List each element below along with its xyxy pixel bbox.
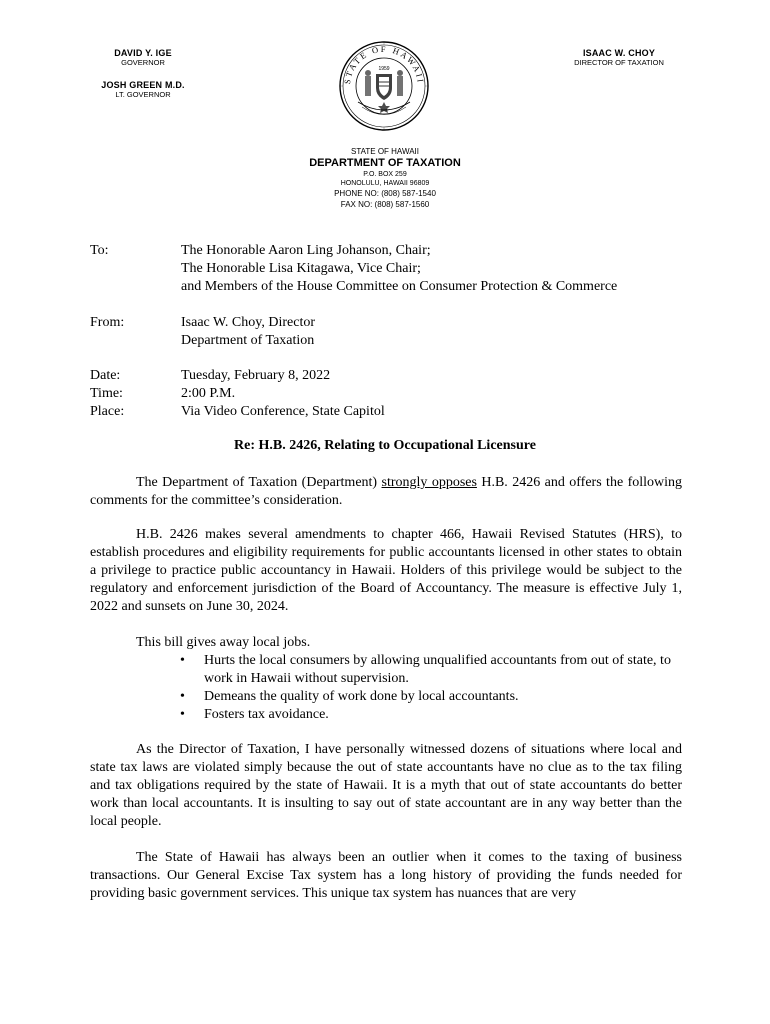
to-label: To:	[90, 243, 109, 258]
lt-governor-block	[88, 80, 198, 99]
date-value: Tuesday, February 8, 2022	[181, 368, 331, 383]
bullet-list	[180, 652, 680, 724]
department-address-block	[0, 146, 770, 210]
time-value: 2:00 P.M.	[181, 386, 236, 401]
from-label: From:	[90, 315, 125, 330]
governor-block	[88, 48, 198, 67]
bullet-icon: •	[180, 707, 185, 722]
place-label: Place:	[90, 404, 125, 419]
to-recipients	[181, 242, 617, 296]
to-line: The Honorable Aaron Ling Johanson, Chair;	[181, 243, 431, 258]
p5-text: The State of Hawaii has always been an outlier when it comes to the taxing of business transactions. Our General Excise Tax system has a long history of providing the funds needed for providing basic government services. This unique tax system has nuances that are very	[90, 850, 682, 901]
director-name: ISAAC W. CHOY	[582, 48, 656, 58]
state-seal-icon	[338, 40, 430, 132]
department-name: DEPARTMENT OF TAXATION	[309, 157, 461, 169]
from-sender	[181, 314, 315, 350]
bullet-text: Fosters tax avoidance.	[204, 707, 329, 722]
p1-text-end: H.B. 2426 and offers the following comments for the committee’s consideration.	[90, 475, 683, 508]
list-item	[180, 652, 680, 688]
paragraph-1	[90, 474, 682, 510]
time-label: Time:	[90, 386, 123, 401]
paragraph-5	[90, 849, 682, 903]
paragraph-3	[90, 634, 682, 652]
to-line: The Honorable Lisa Kitagawa, Vice Chair;	[181, 261, 421, 276]
to-line: and Members of the House Committee on Consumer Protection & Commerce	[181, 279, 618, 294]
list-item	[180, 706, 680, 724]
p1-underlined-text: strongly opposes	[381, 475, 477, 490]
governor-name: DAVID Y. IGE	[114, 48, 172, 58]
lt-governor-name: JOSH GREEN M.D.	[101, 80, 185, 90]
paragraph-4	[90, 741, 682, 831]
bullet-text: Demeans the quality of work done by local accountants.	[204, 689, 519, 704]
seal-text: STATE OF HAWAII	[341, 43, 427, 85]
city-zip: HONOLULU, HAWAII 96809	[340, 180, 430, 187]
bullet-icon: •	[180, 689, 185, 704]
phone-number: PHONE NO: (808) 587-1540	[334, 189, 436, 198]
p4-text: As the Director of Taxation, I have personally witnessed dozens of situations where local and state tax laws are violated simply because the out of state accountants have no clue as to the tax filing and tax obligations required by the state of Hawaii. It is a myth that out of state accountants do better work than local accountants. It is insulting to say out of state accountant are in any way better than the local people.	[90, 742, 682, 829]
from-line: Isaac W. Choy, Director	[181, 315, 315, 330]
list-item	[180, 688, 680, 706]
fax-number: FAX NO: (808) 587-1560	[340, 200, 430, 209]
p3-text: This bill gives away local jobs.	[136, 635, 311, 650]
from-line: Department of Taxation	[181, 333, 315, 348]
seal-year: 1959	[378, 66, 390, 72]
po-box: P.O. BOX 259	[363, 171, 407, 178]
subject-line: Re: H.B. 2426, Relating to Occupational Licensure	[234, 438, 536, 453]
state-name: STATE OF HAWAII	[351, 147, 419, 156]
date-label: Date:	[90, 368, 121, 383]
place-value: Via Video Conference, State Capitol	[181, 404, 385, 419]
lt-governor-title: LT. GOVERNOR	[115, 90, 171, 99]
director-title: DIRECTOR OF TAXATION	[574, 58, 664, 67]
governor-title: GOVERNOR	[121, 58, 165, 67]
bullet-text: Hurts the local consumers by allowing unqualified accountants from out of state, to work in Hawaii without supervision.	[204, 653, 671, 686]
director-block	[560, 48, 678, 67]
p1-text-start: The Department of Taxation (Department)	[136, 475, 382, 490]
paragraph-2	[90, 526, 682, 616]
p2-text: H.B. 2426 makes several amendments to chapter 466, Hawaii Revised Statutes (HRS), to establish procedures and eligibility requirements for public accountants licensed in other states to obtain a privilege to practice public accountancy in Hawaii. Holders of this privilege would be subject to the regulatory and enforcement jurisdiction of the Board of Accountancy. The measure is effective July 1, 2022 and sunsets on June 30, 2024.	[90, 527, 682, 614]
bullet-icon: •	[180, 653, 185, 668]
